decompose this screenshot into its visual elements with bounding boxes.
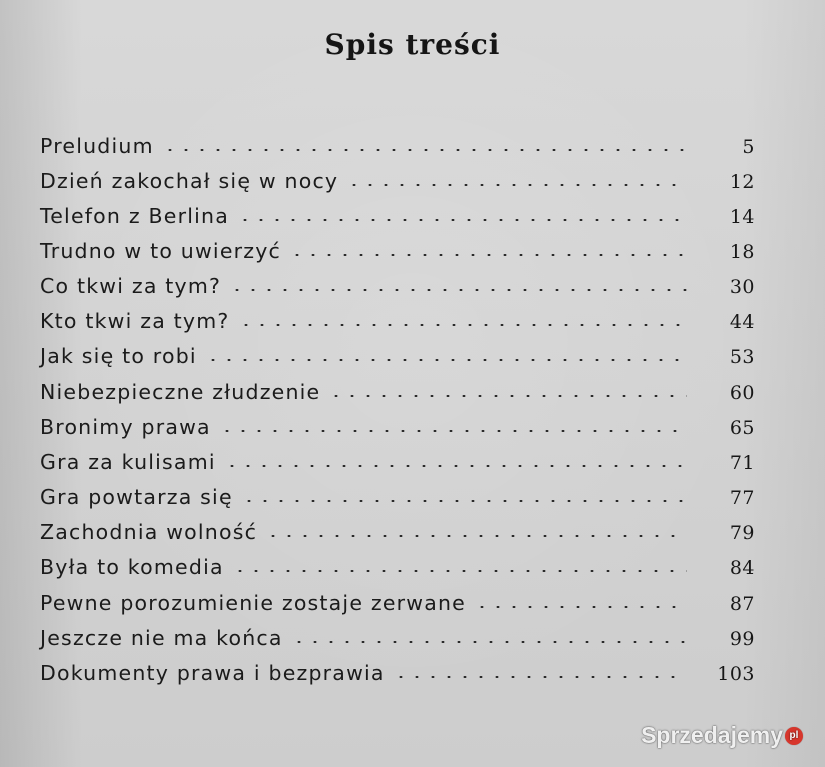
toc-entry-title: Niebezpieczne złudzenie — [40, 380, 321, 404]
page-title: Spis treści — [324, 28, 501, 61]
toc-entry-page: 5 — [742, 136, 755, 158]
toc-entry — [40, 616, 755, 650]
toc-entry — [40, 229, 755, 263]
watermark-text: Sprzedajemy — [641, 722, 783, 748]
toc-entry-title: Kto tkwi za tym? — [40, 309, 230, 333]
toc-entry-page: 30 — [729, 276, 755, 298]
toc-entry-title: Jak się to robi — [40, 344, 197, 368]
toc-entry-title: Gra powtarza się — [40, 485, 233, 509]
toc-entry-page: 87 — [729, 593, 755, 615]
toc-entry-title: Preludium — [40, 134, 154, 158]
toc-entry-page: 53 — [729, 346, 755, 368]
toc-entry-page: 77 — [729, 487, 755, 509]
toc-leader-dots — [328, 395, 687, 397]
toc-leader-dots — [238, 324, 688, 326]
toc-entry-page: 84 — [729, 557, 755, 579]
toc-entry-title: Jeszcze nie ma końca — [40, 626, 283, 650]
watermark-badge: pl — [785, 727, 803, 745]
toc-entry — [40, 159, 755, 193]
toc-entry — [40, 510, 755, 544]
toc-leader-dots — [237, 219, 687, 221]
toc-leader-dots — [265, 535, 687, 537]
toc-entry-title: Była to komedia — [40, 555, 224, 579]
toc-leader-dots — [162, 149, 687, 151]
toc-leader-dots — [346, 184, 687, 186]
toc-entry — [40, 405, 755, 439]
toc-entry — [40, 370, 755, 404]
toc-entry — [40, 264, 755, 298]
toc-leader-dots — [291, 641, 687, 643]
toc-entry — [40, 651, 755, 685]
toc-entry-title: Dzień zakochał się w nocy — [40, 169, 339, 193]
toc-leader-dots — [219, 430, 687, 432]
toc-entry — [40, 334, 755, 368]
toc-leader-dots — [474, 606, 687, 608]
toc-entry-page: 103 — [717, 663, 755, 685]
toc-entry-page: 18 — [729, 241, 755, 263]
toc-entry — [40, 475, 755, 509]
toc-leader-dots — [205, 359, 687, 361]
toc-entry-title: Zachodnia wolność — [40, 520, 258, 544]
toc-entry-page: 44 — [729, 311, 755, 333]
toc-leader-dots — [393, 676, 687, 678]
toc-entry — [40, 299, 755, 333]
toc-entry-page: 60 — [729, 382, 755, 404]
toc-entry-title: Trudno w to uwierzyć — [40, 239, 282, 263]
toc-entry-title: Bronimy prawa — [40, 415, 211, 439]
toc-leader-dots — [241, 500, 687, 502]
toc-entry — [40, 581, 755, 615]
toc-entry — [40, 124, 755, 158]
toc-entry-title: Gra za kulisami — [40, 450, 216, 474]
toc-entry-page: 12 — [729, 171, 755, 193]
toc-leader-dots — [289, 254, 687, 256]
toc-entry — [40, 194, 755, 228]
toc-entry-title: Dokumenty prawa i bezprawia — [40, 661, 385, 685]
toc-entry — [40, 545, 755, 579]
toc-entry-page: 65 — [729, 417, 755, 439]
toc-entry-page: 71 — [729, 452, 755, 474]
toc-leader-dots — [229, 289, 687, 291]
toc-entry — [40, 440, 755, 474]
sprzedajemy-watermark — [641, 722, 803, 749]
toc-entry-page: 79 — [729, 522, 755, 544]
toc-entry-title: Telefon z Berlina — [40, 204, 229, 228]
toc-leader-dots — [224, 465, 687, 467]
toc-leader-dots — [232, 570, 687, 572]
toc-entry-page: 99 — [729, 628, 755, 650]
toc-entry-title: Co tkwi za tym? — [40, 274, 222, 298]
toc-entry-page: 14 — [729, 206, 755, 228]
toc-entry-title: Pewne porozumienie zostaje zerwane — [40, 591, 466, 615]
